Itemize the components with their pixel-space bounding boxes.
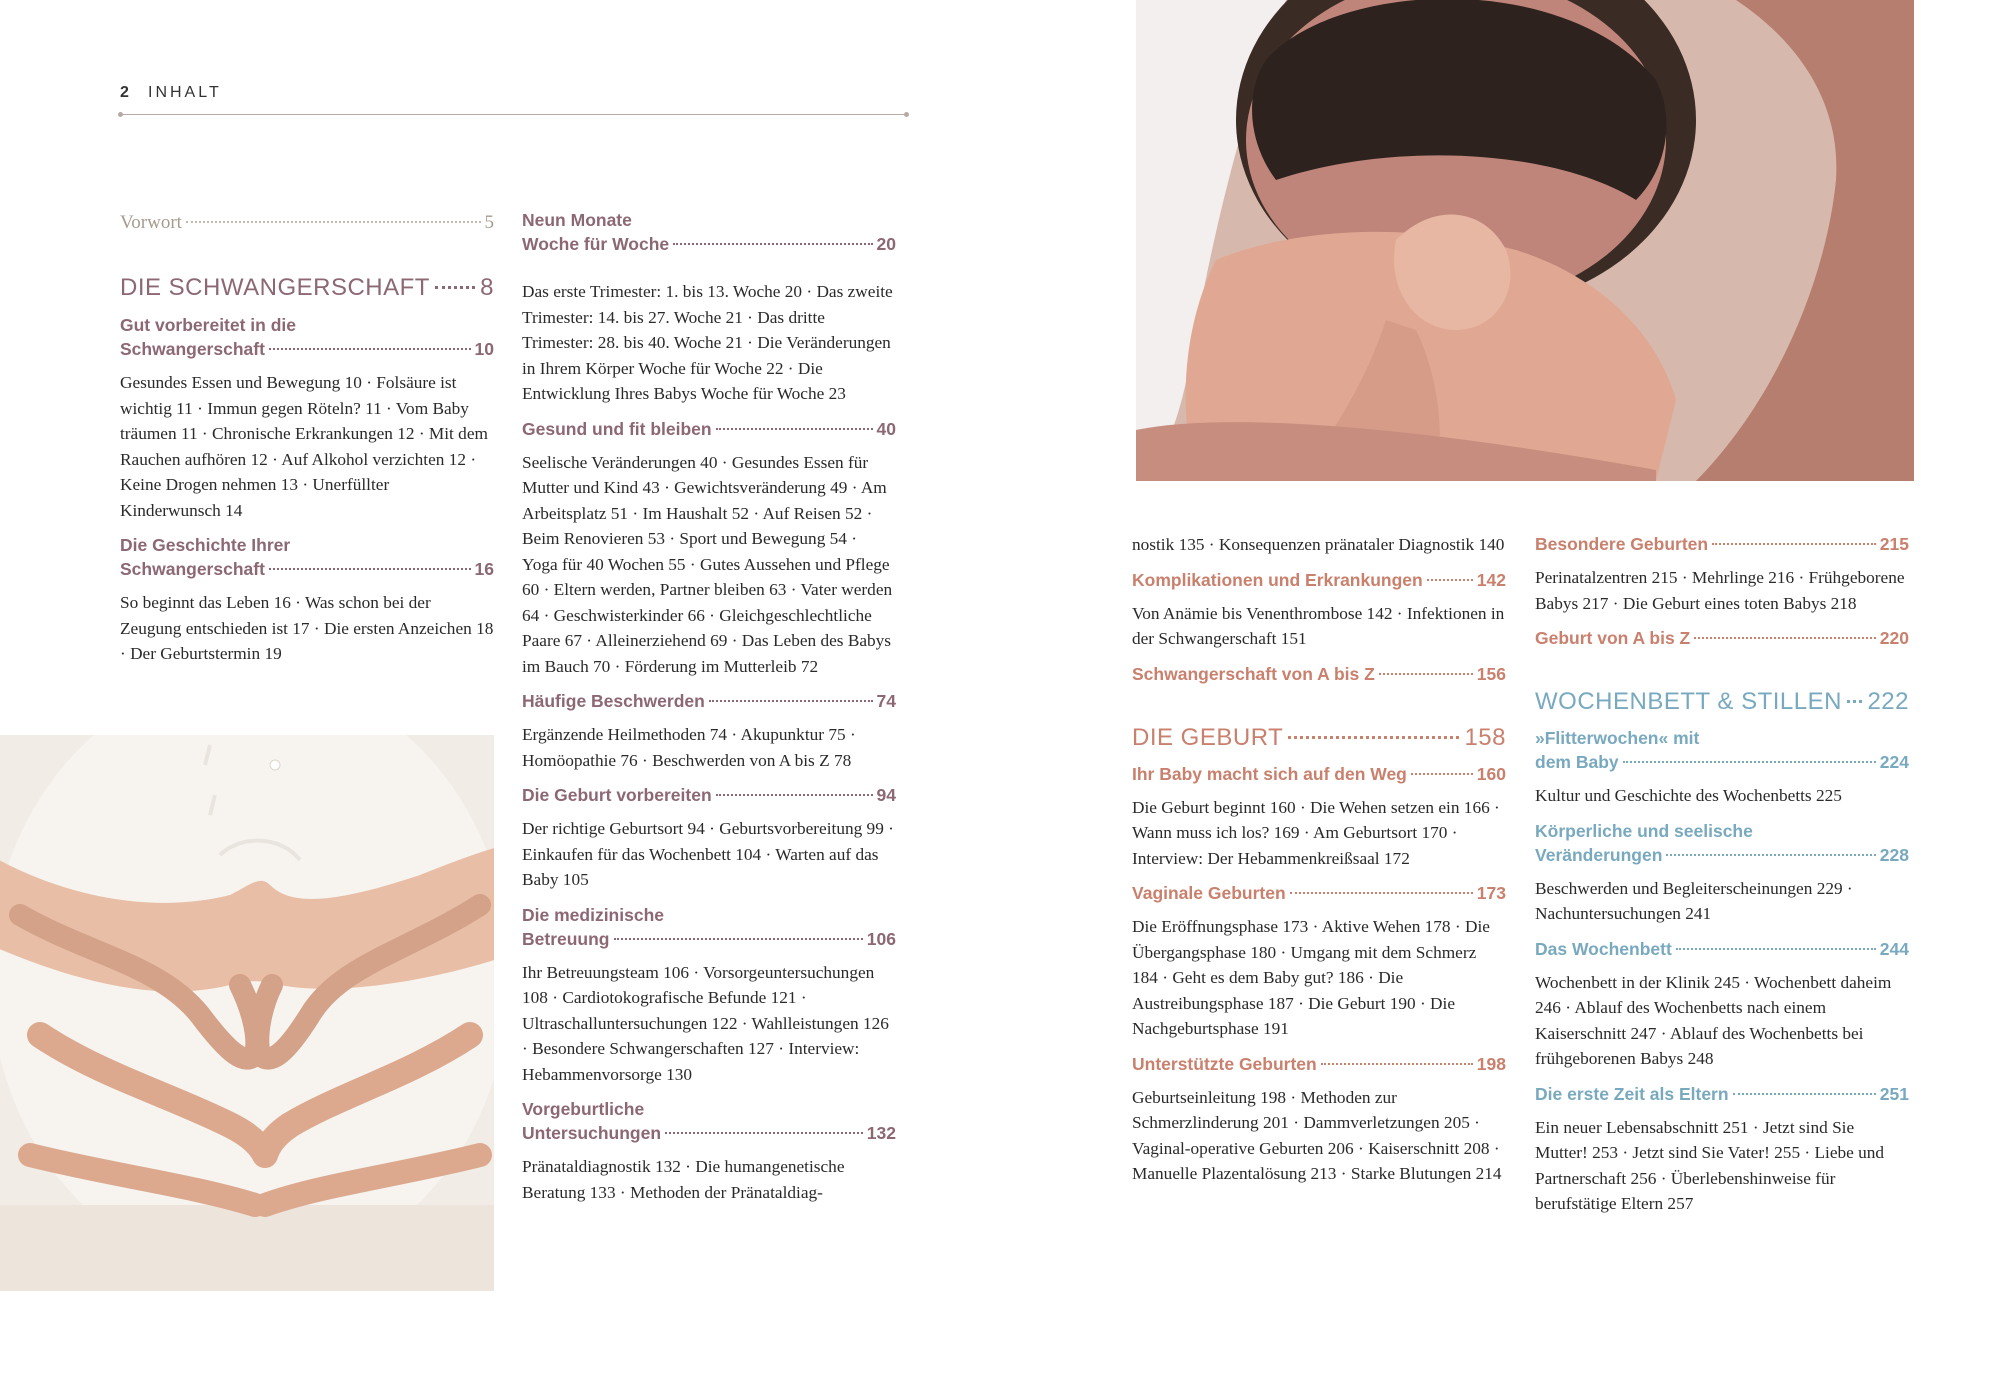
toc-entry-heading[interactable]: Häufige Beschwerden 74 [522, 691, 896, 711]
dot-leader [186, 221, 481, 223]
page-number: 2 [120, 84, 130, 101]
dot-leader [269, 348, 471, 350]
toc-entry-heading[interactable]: Besondere Geburten 215 [1535, 534, 1909, 554]
toc-entry-heading[interactable]: Die Geschichte Ihrer Schwangerschaft 16 [120, 535, 494, 579]
toc-entry-heading[interactable]: Die Geburt vorbereiten 94 [522, 785, 896, 805]
toc-entry-subtopics: Von Anämie bis Venenthrombose 142 · Infektionen in der Schwangerschaft 151 [1132, 603, 1505, 648]
dot-leader [1712, 543, 1876, 545]
dot-leader [1427, 579, 1473, 581]
toc-entry-heading[interactable]: Die medizinische Betreuung 106 [522, 904, 896, 949]
toc-entry-heading[interactable]: Das Wochenbett 244 [1535, 938, 1909, 959]
dot-leader [1411, 773, 1473, 775]
toc-entry-subtopics: So beginnt das Leben 16 · Was schon bei der Zeugung entschieden ist 17 · Die ersten Anzeichen 18 · Der Geburtstermin 19 [120, 593, 494, 663]
toc-entry-heading[interactable]: Schwangerschaft von A bis Z 156 [1132, 663, 1506, 684]
dot-leader [1379, 673, 1473, 675]
toc-entry-subtopics: Die Eröffnungsphase 173 · Aktive Wehen 178 · Die Übergangsphase 180 · Umgang mit dem Schmerz 184 · Geht es dem Baby gut? 186 · Die Austreibungsphase 187 · Die Geburt 190 · Die Nachgeburtsphase 191 [1132, 917, 1490, 1038]
dot-leader [435, 286, 475, 289]
toc-column-3 [1132, 532, 1506, 1187]
dot-leader [1623, 761, 1876, 763]
toc-entry-heading[interactable]: Komplikationen und Erkrankungen 142 [1132, 569, 1506, 590]
section-heading-geburt[interactable]: DIE GEBURT 158 [1132, 723, 1506, 751]
toc-entry-heading[interactable]: Ihr Baby macht sich auf den Weg 160 [1132, 763, 1506, 784]
dot-leader [1666, 854, 1875, 856]
toc-column-4 [1535, 532, 1909, 1217]
toc-entry-subtopics: Gesundes Essen und Bewegung 10 · Folsäure ist wichtig 11 · Immun gegen Röteln? 11 · Vom Baby träumen 11 · Chronische Erkrankungen 12 · Mit dem Rauchen aufhören 12 · Auf Alkohol verzichten 12 · Keine Drogen nehmen 13 · Unerfüllter Kinderwunsch 14 [120, 373, 488, 520]
toc-entry-subtopics: Ihr Betreuungsteam 106 · Vorsorgeuntersuchungen 108 · Cardiotokografische Befunde 121 · Ultraschalluntersuchungen 122 · Wahlleistungen 126 · Besondere Schwangerschaften 127 · Interview: Hebammenvorsorge 130 [522, 962, 889, 1084]
newborn-baby-on-chest-photo [1136, 0, 1914, 481]
toc-entry-subtopics: Seelische Veränderungen 40 · Gesundes Essen für Mutter und Kind 43 · Gewichtsveränderung 49 · Am Arbeitsplatz 51 · Im Haushalt 52 · Auf Reisen 52 · Beim Renovieren 53 · Sport und Bewegung 54 · Yoga für 40 Wochen 55 · Gutes Aussehen und Pflege 60 · Eltern werden, Partner bleiben 63 · Vater werden 64 · Geschwisterkinder 66 · Gleichgeschlechtliche Paare 67 · Alleinerziehend 69 · Das Leben des Babys im Bauch 70 · Förderung im Mutterleib 72 [522, 452, 893, 676]
section-heading-wochenbett[interactable]: WOCHENBETT & STILLEN 222 [1535, 688, 1909, 715]
section-heading-schwangerschaft[interactable]: DIE SCHWANGERSCHAFT 8 [120, 274, 494, 301]
toc-entry-heading[interactable]: Körperliche und seelische Veränderungen 228 [1535, 820, 1909, 865]
toc-continuation-text: nostik 135 · Konsequenzen pränataler Diagnostik 140 [1132, 535, 1505, 554]
toc-entry-page: 5 [484, 212, 494, 233]
toc-entry-subtopics: Die Geburt beginnt 160 · Die Wehen setzen ein 166 · Wann muss ich los? 169 · Am Geburtsort 170 · Interview: Der Hebammenkreißsaal 172 [1132, 797, 1500, 868]
toc-entry-subtopics: Der richtige Geburtsort 94 · Geburtsvorbereitung 99 · Einkaufen für das Wochenbett 104 · Warten auf das Baby 105 [522, 819, 894, 889]
toc-entry-heading[interactable]: Gesund und fit bleiben 40 [522, 418, 896, 439]
dot-leader [1290, 892, 1473, 894]
toc-entry-subtopics: Perinatalzentren 215 · Mehrlinge 216 · Frühgeborene Babys 217 · Die Geburt eines toten Babys 218 [1535, 568, 1905, 613]
dot-leader [1733, 1093, 1876, 1095]
dot-leader [665, 1132, 863, 1134]
toc-column-1 [120, 208, 494, 667]
toc-entry-heading[interactable]: Neun Monate Woche für Woche 20 [522, 210, 896, 254]
page-title: INHALT [148, 84, 222, 101]
dot-leader [614, 938, 863, 940]
dot-leader [269, 568, 471, 570]
dot-leader [716, 794, 873, 796]
toc-entry-subtopics: Wochenbett in der Klinik 245 · Wochenbett daheim 246 · Ablauf des Wochenbetts nach einem Kaiserschnitt 247 · Ablauf des Wochenbetts bei frühgeborenen Babys 248 [1535, 972, 1892, 1068]
dot-leader [1694, 637, 1876, 639]
toc-entry-heading[interactable]: Geburt von A bis Z 220 [1535, 628, 1909, 648]
toc-entry-heading[interactable]: Vorgeburtliche Untersuchungen 132 [522, 1099, 896, 1143]
dot-leader [1676, 948, 1876, 950]
toc-entry-subtopics: Ergänzende Heilmethoden 74 · Akupunktur 75 · Homöopathie 76 · Beschwerden von A bis Z 78 [522, 725, 856, 770]
toc-entry-subtopics: Beschwerden und Begleiterscheinungen 229 · Nachuntersuchungen 241 [1535, 878, 1853, 923]
dot-leader [1847, 700, 1863, 703]
dot-leader [709, 700, 873, 702]
toc-entry-vorwort[interactable] [120, 212, 494, 234]
toc-entry-subtopics: Pränataldiagnostik 132 · Die humangenetische Beratung 133 · Methoden der Pränataldiag- [522, 1157, 845, 1202]
toc-entry-heading[interactable]: »Flitterwochen« mit dem Baby 224 [1535, 728, 1909, 772]
toc-entry-heading[interactable]: Die erste Zeit als Eltern 251 [1535, 1083, 1909, 1104]
toc-entry-subtopics: Das erste Trimester: 1. bis 13. Woche 20 · Das zweite Trimester: 14. bis 27. Woche 21 · Das dritte Trimester: 28. bis 40. Woche 21 · Die Veränderungen in Ihrem Körper Woche für Woche 22 · Die Entwicklung Ihres Babys Woche für Woche 23 [522, 282, 893, 403]
toc-column-2 [522, 208, 896, 1205]
toc-entry-subtopics: Kultur und Geschichte des Wochenbetts 225 [1535, 786, 1842, 805]
dot-leader [1321, 1063, 1473, 1065]
header-divider [120, 114, 907, 115]
dot-leader [1288, 736, 1459, 739]
toc-entry-heading[interactable]: Unterstützte Geburten 198 [1132, 1053, 1506, 1074]
toc-entry-heading[interactable]: Vaginale Geburten 173 [1132, 883, 1506, 903]
toc-entry-subtopics: Geburtseinleitung 198 · Methoden zur Schmerzlinderung 201 · Dammverletzungen 205 · Vaginal-operative Geburten 206 · Kaiserschnitt 208 · Manuelle Plazentalösung 213 · Starke Blutungen 214 [1132, 1087, 1502, 1183]
toc-entry-heading[interactable]: Gut vorbereitet in die Schwangerschaft 10 [120, 315, 494, 359]
pregnant-belly-hands-heart-photo [0, 735, 494, 1291]
toc-entry-subtopics: Ein neuer Lebensabschnitt 251 · Jetzt sind Sie Mutter! 253 · Jetzt sind Sie Vater! 255 · Liebe und Partnerschaft 256 · Überlebenshinweise für berufstätige Eltern 257 [1535, 1117, 1885, 1213]
dot-leader [673, 243, 872, 245]
dot-leader [716, 428, 873, 430]
toc-entry-title: Vorwort [120, 212, 182, 233]
